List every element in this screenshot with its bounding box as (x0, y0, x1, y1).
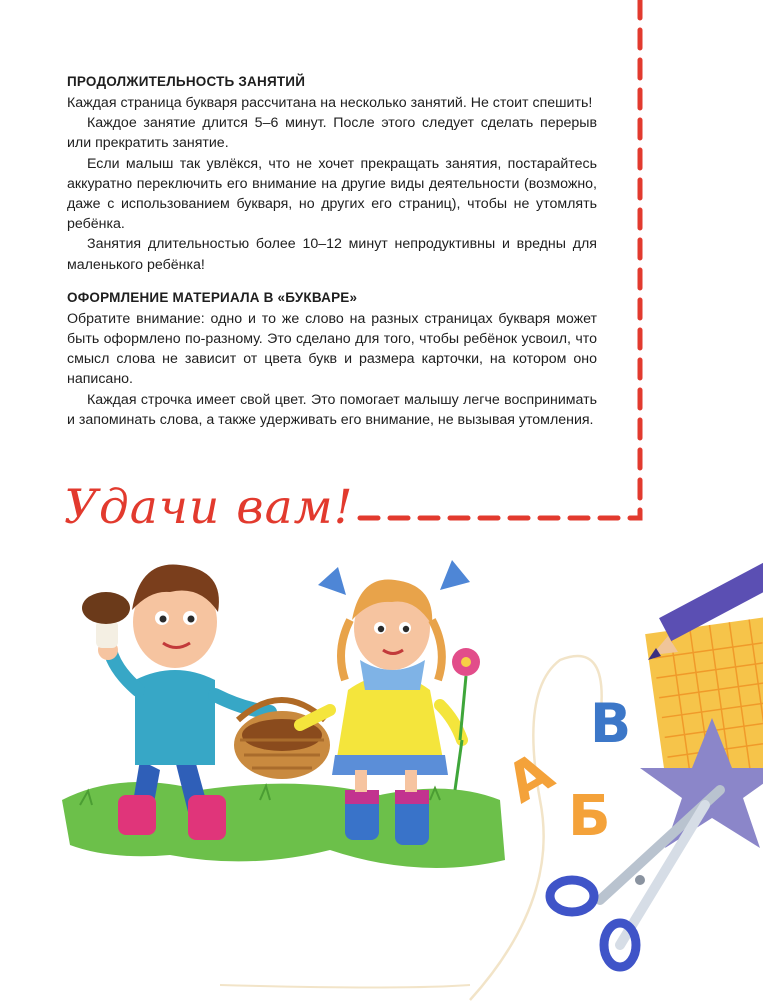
section-design (67, 288, 597, 430)
section-heading: ПРОДОЛЖИТЕЛЬНОСТЬ ЗАНЯТИЙ (67, 74, 306, 89)
children-illustration (0, 560, 763, 1001)
paragraph: Каждое занятие длится 5–6 минут. После этого следует сделать перерыв или прекратить занятие. (67, 115, 597, 152)
instructions-block (67, 72, 597, 443)
paragraph: Обратите внимание: одно и то же слово на разных страницах букваря может быть оформлено по-разному. Это сделано для того, чтобы ребёнок усвоил, что смысл слова не зависит от цвета букв и размера карточки, на котором оно написано. (67, 310, 597, 388)
paragraph: Каждая строчка имеет свой цвет. Это помогает малышу легче воспринимать и запоминать слова, а также удерживать его внимание, не вызывая утомления. (67, 391, 597, 428)
letter-b: Б (568, 784, 611, 849)
paragraph: Занятия длительностью более 10–12 минут непродуктивны и вредны для маленького ребёнка! (67, 236, 597, 273)
paragraph: Каждая страница букваря рассчитана на несколько занятий. Не стоит спешить! (67, 95, 593, 111)
section-duration (67, 72, 597, 275)
letter-v: В (590, 692, 632, 755)
letters-decoration (496, 692, 631, 849)
paragraph: Если малыш так увлёкся, что не хочет прекращать занятия, постарайтесь аккуратно переключить его внимание на другие виды деятельности (возможно, даже с использованием букваря, но других его страниц), чтобы не утомлять ребёнка. (67, 155, 597, 233)
section-heading: ОФОРМЛЕНИЕ МАТЕРИАЛА В «БУКВАРЕ» (67, 289, 358, 305)
letter-a: А (495, 739, 564, 816)
greeting-text: Удачи вам! (64, 480, 354, 535)
decor-line (220, 985, 470, 988)
